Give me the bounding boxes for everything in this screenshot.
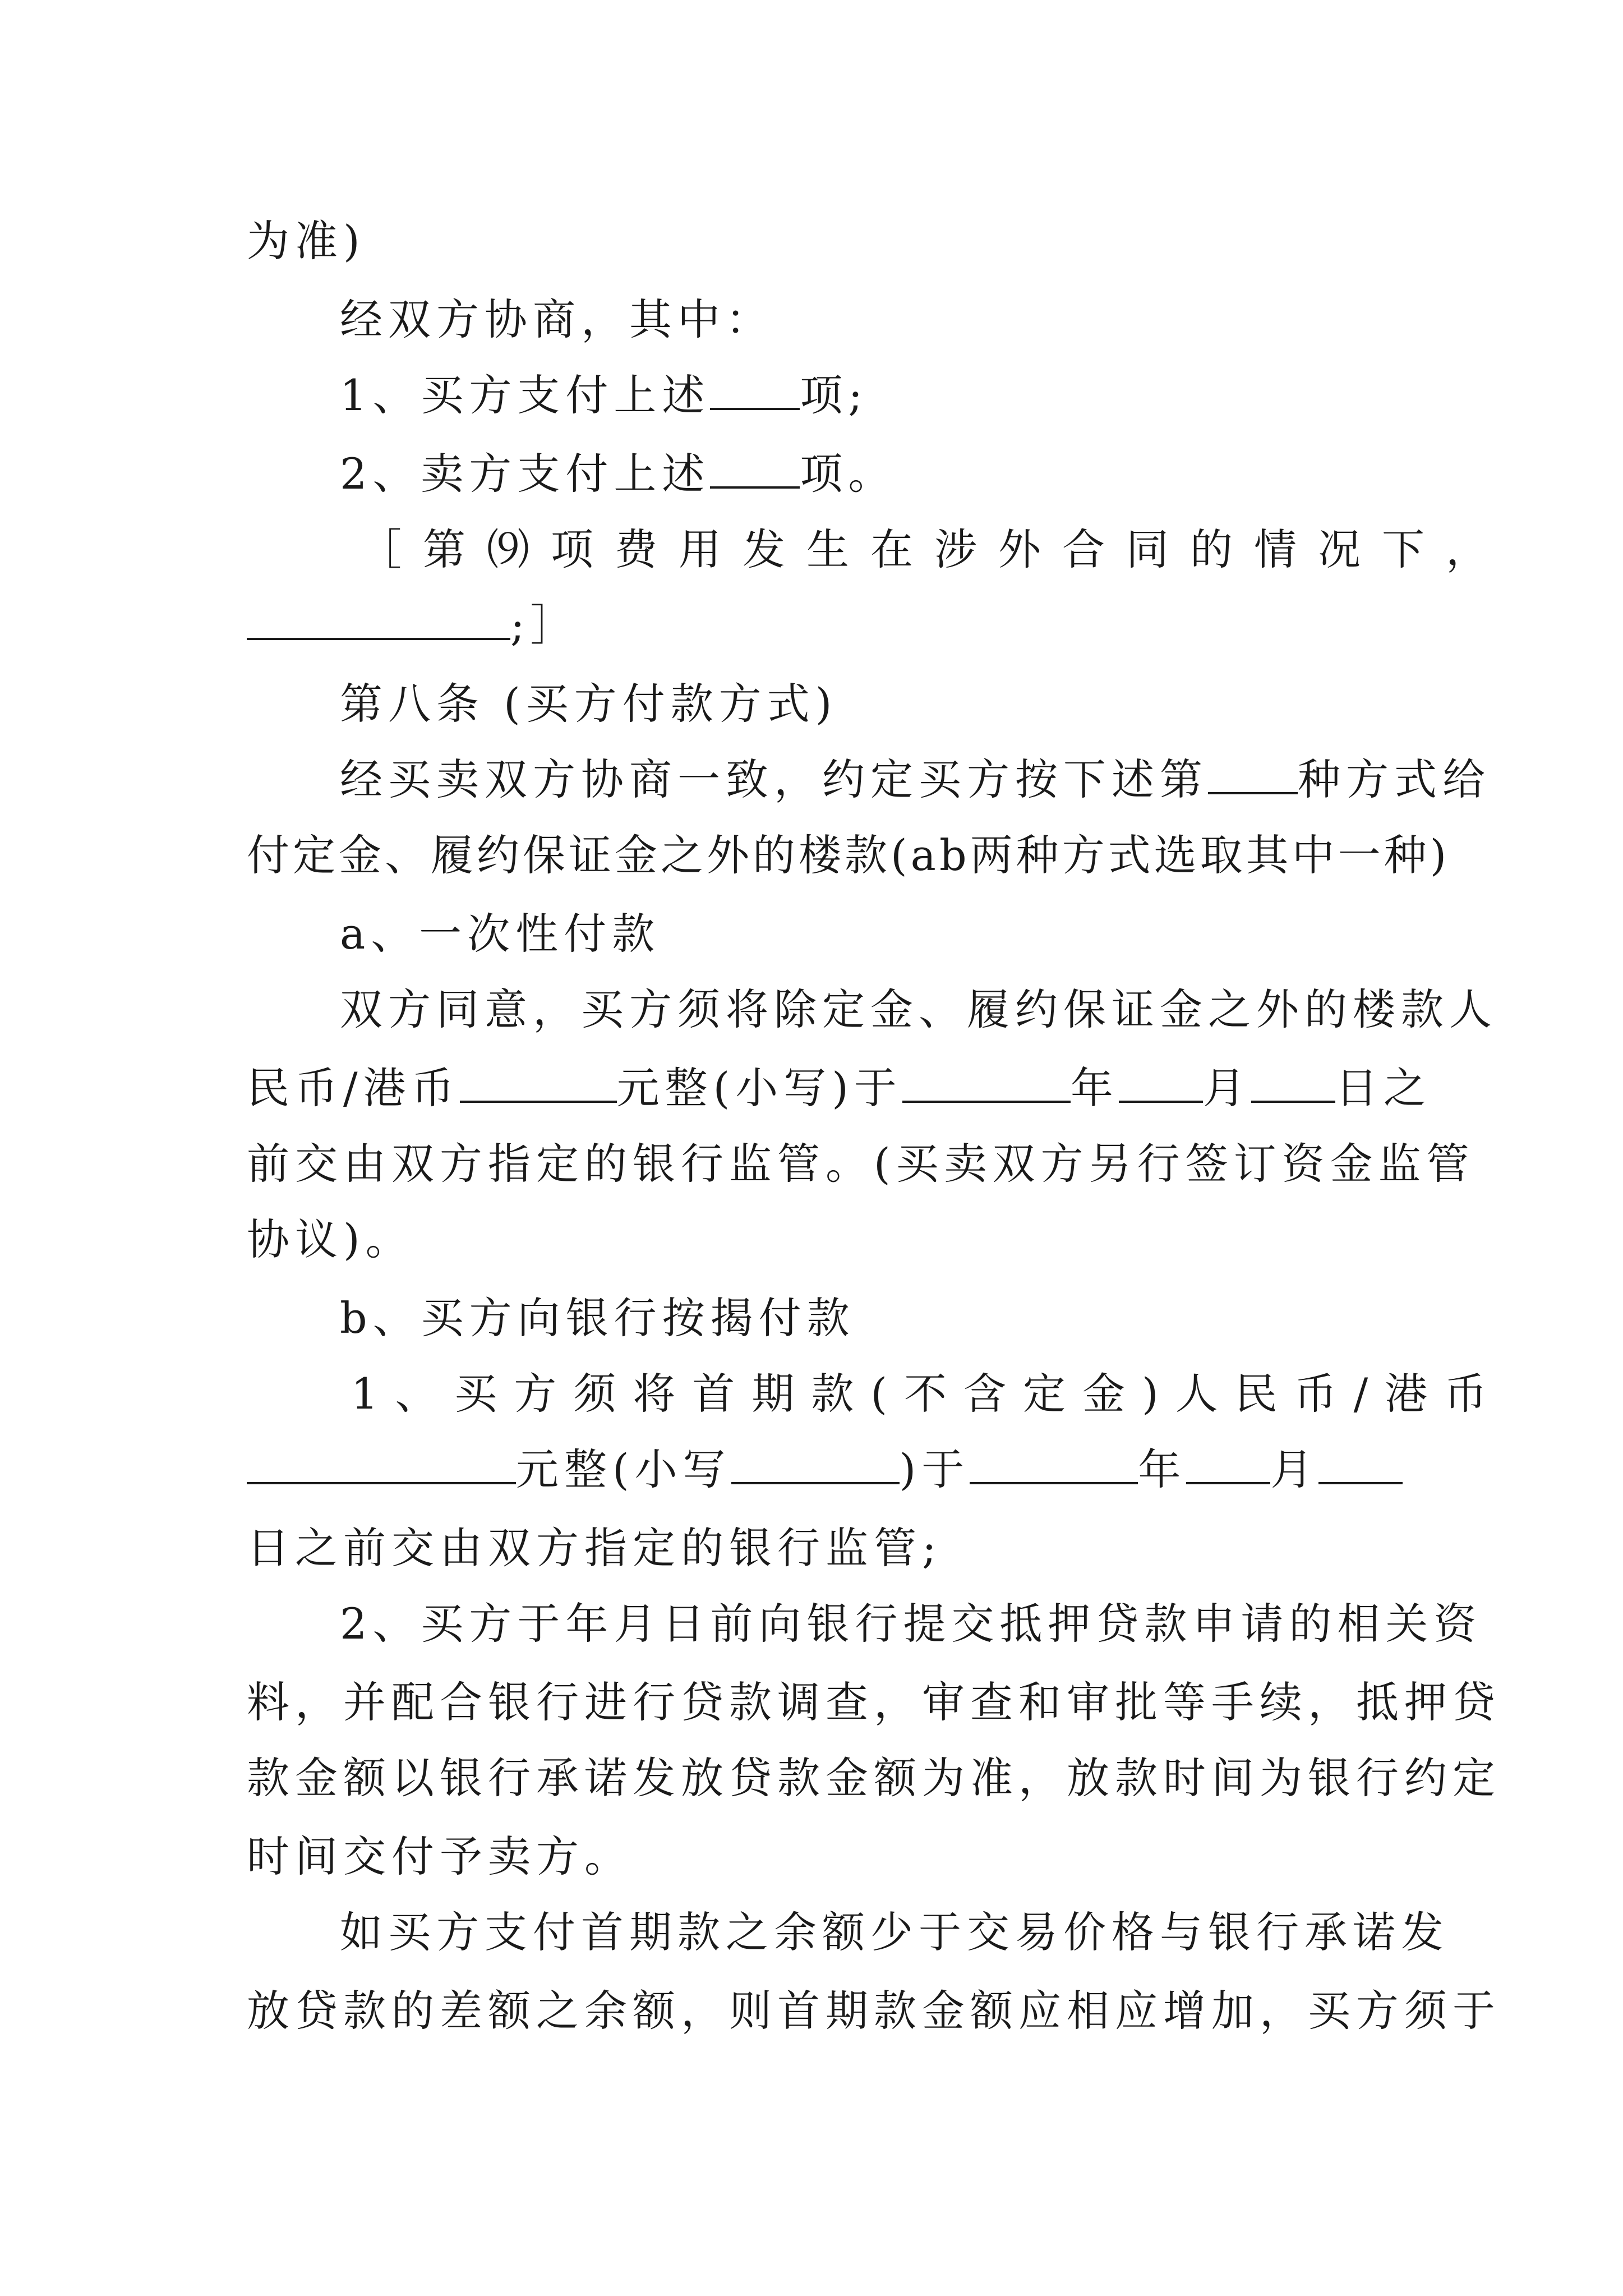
article-heading: 第八条 (买方付款方式) [340, 679, 838, 729]
text-line: 料，并配合银行进行贷款调查，审查和审批等手续，抵押贷 [247, 1677, 1501, 1727]
text-line: 民币/港币 元整(小写)于 年 月 日之 [247, 1063, 1432, 1113]
text-line: 2、买方于年月日前向银行提交抵押贷款申请的相关资 [340, 1599, 1482, 1649]
text-line: b、买方向银行按揭付款 [340, 1293, 855, 1343]
fill-blank [247, 1446, 516, 1484]
text-line: 放贷款的差额之余额，则首期款金额应相应增加，买方须于 [247, 1986, 1501, 2036]
fill-blank [1208, 756, 1298, 794]
text-line: 经双方协商，其中： [340, 295, 774, 344]
text-line: 付定金、履约保证金之外的楼款(ab两种方式选取其中一种) [247, 830, 1450, 880]
text-line: 如买方支付首期款之余额少于交易价格与银行承诺发 [340, 1907, 1449, 1957]
text-line: 双方同意，买方须将除定金、履约保证金之外的楼款人 [340, 984, 1497, 1034]
fill-blank [1119, 1065, 1203, 1103]
text-line: ［第⑼项费用发生在涉外合同的情况下， [359, 524, 1510, 574]
text-line: 款金额以银行承诺发放贷款金额为准，放款时间为银行约定 [247, 1753, 1501, 1803]
fill-blank [1318, 1446, 1403, 1484]
fill-blank [1251, 1065, 1335, 1103]
text-line: 日之前交由双方指定的银行监管; [247, 1523, 942, 1573]
text-line: a、一次性付款 [340, 909, 661, 959]
fill-blank [731, 1446, 900, 1484]
fill-blank [902, 1065, 1071, 1103]
text-line: 前交由双方指定的银行监管。(买卖双方另行签订资金监管 [247, 1139, 1475, 1189]
text-line: 协议)。 [247, 1214, 414, 1264]
fill-blank [460, 1065, 617, 1103]
fill-blank [710, 450, 800, 489]
fill-blank [247, 602, 510, 640]
text-line: 1、买方支付上述 项; [340, 370, 868, 420]
text-line: 时间交付予卖方。 [247, 1832, 633, 1881]
text-line: ;］ [247, 597, 1380, 654]
fill-blank [1186, 1446, 1270, 1484]
fill-blank [710, 372, 800, 410]
text-line: 2、卖方支付上述 项。 [340, 449, 897, 499]
text-line: 经买卖双方协商一致，约定买方按下述第 种方式给 [340, 754, 1491, 804]
text-line: 元整(小写 )于 年 月 [247, 1442, 1380, 1498]
text-line: 为准) [247, 216, 366, 266]
text-line: 1、买方须将首期款(不含定金)人民币/港币 [351, 1369, 1504, 1419]
fill-blank [970, 1446, 1138, 1484]
